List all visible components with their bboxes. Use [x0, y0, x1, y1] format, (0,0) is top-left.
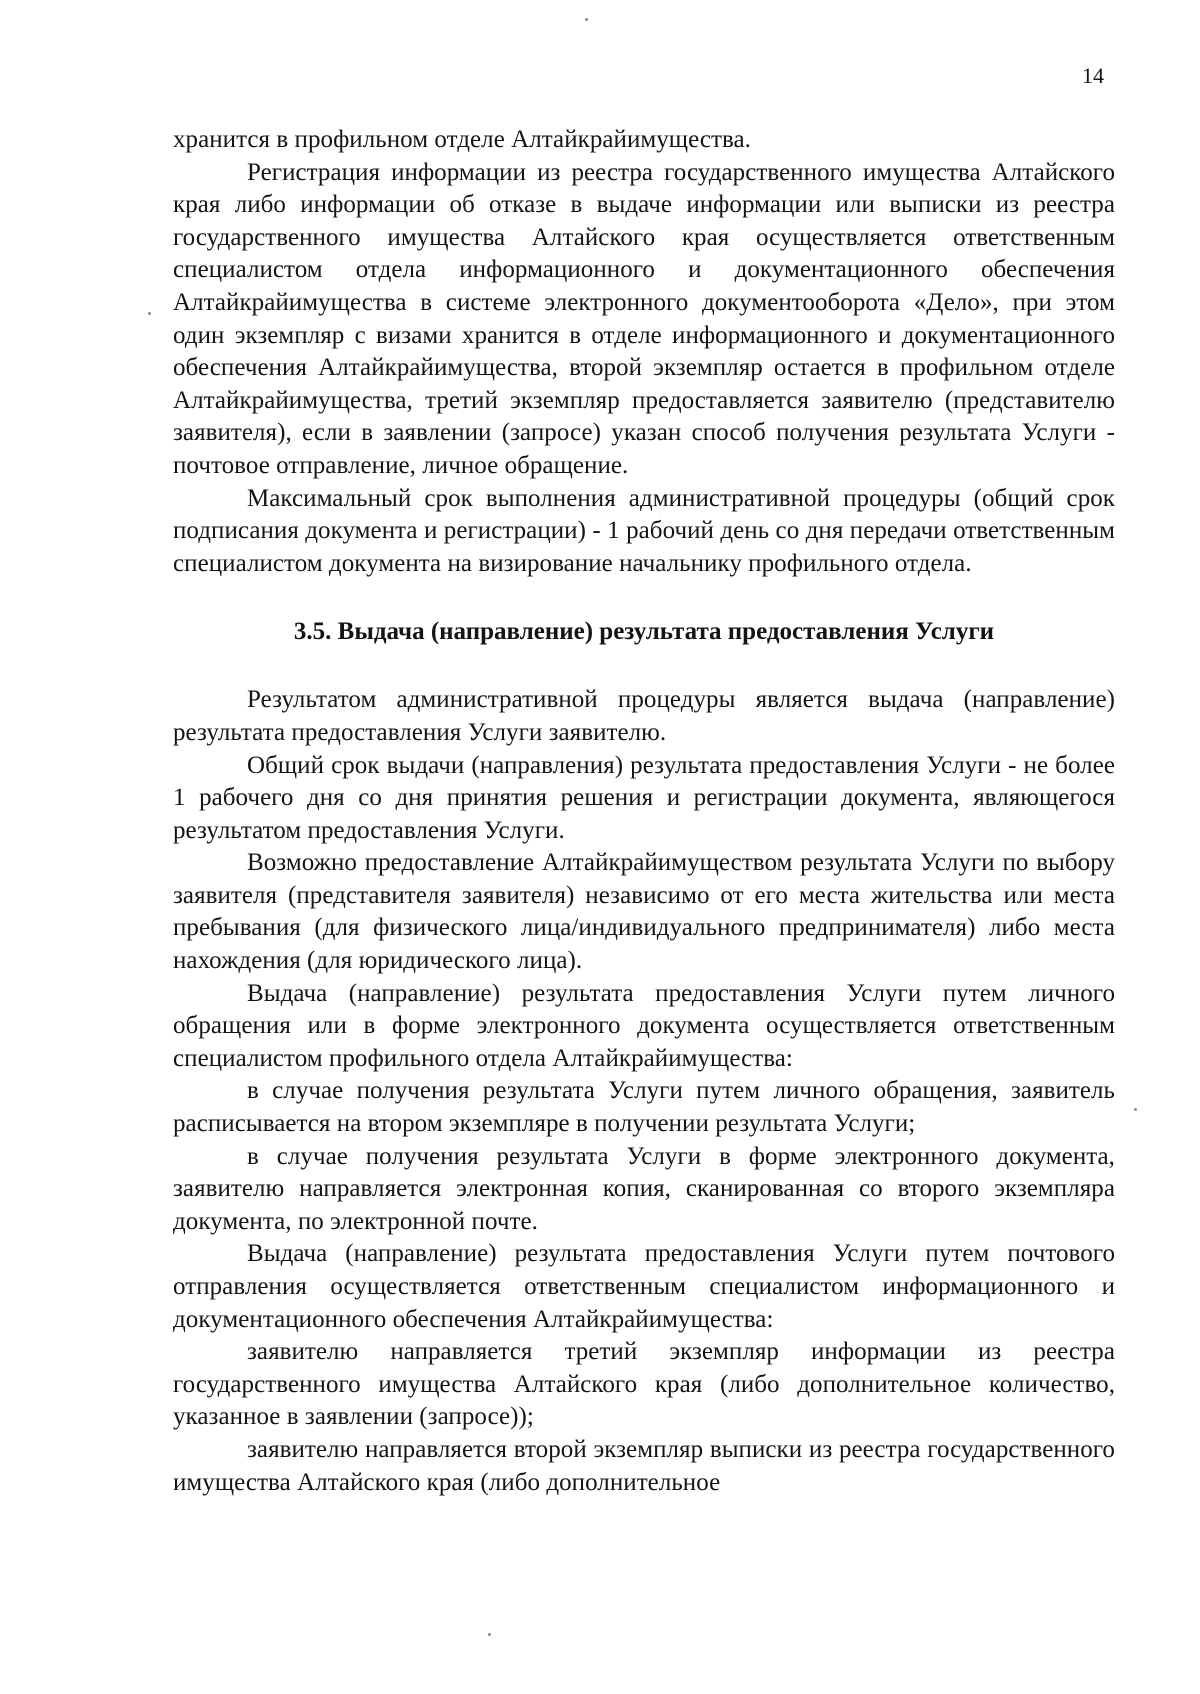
scan-speck — [488, 1633, 491, 1636]
paragraph-term: Общий срок выдачи (направления) результата предоставления Услуги - не более 1 рабочего дня со дня принятия решения и регистрации документа, являющегося результатом предоставления Услуги. — [173, 751, 1115, 844]
paragraph-registration: Регистрация информации из реестра государственного имущества Алтайского края либо информации об отказе в выдаче информации или выписки из реестра государственного имущества Алтайского края осуществляется ответственным специалистом отдела информационного и документационного обеспечения Алтайкрайимущества в системе электронного документооборота «Дело», при этом один экземпляр с визами хранится в отделе информационного и документационного обеспечения Алтайкрайимущества, второй экземпляр остается в профильном отделе Алтайкрайимущества, третий экземпляр предоставляется заявителю (представителю заявителя), если в заявлении (запросе) указан способ получения результата Услуги - почтовое отправление, личное обращение. — [173, 158, 1115, 479]
section-heading: 3.5. Выдача (направление) результата предоставления Услуги — [293, 618, 995, 646]
paragraph-continuation: хранится в профильном отделе Алтайкрайимущества. — [173, 126, 751, 153]
paragraph-personal-electronic: Выдача (направление) результата предоставления Услуги путем личного обращения или в форме электронного документа осуществляется ответственным специалистом профильного отдела Алтайкрайимущества: — [173, 979, 1115, 1072]
document-body — [173, 124, 1115, 1499]
paragraph-max-term: Максимальный срок выполнения административной процедуры (общий срок подписания документа и регистрации) - 1 рабочий день со дня передачи ответственным специалистом документа на визирование начальнику профильного отдела. — [173, 484, 1115, 577]
scan-speck — [1134, 1108, 1137, 1111]
paragraph-postal-second-copy: заявителю направляется второй экземпляр выписки из реестра государственного имущества Алтайского края (либо дополнительное — [173, 1435, 1115, 1496]
scan-speck — [585, 18, 588, 21]
paragraph-result: Результатом административной процедуры является выдача (направление) результата предоставления Услуги заявителю. — [173, 686, 1115, 746]
paragraph-choice: Возможно предоставление Алтайкрайимуществом результата Услуги по выбору заявителя (представителя заявителя) независимо от его места жительства или места пребывания (для физического лица/индивидуального предпринимателя) либо места нахождения (для юридического лица). — [173, 849, 1115, 975]
scan-speck — [148, 312, 151, 315]
paragraph-postal-third-copy: заявителю направляется третий экземпляр информации из реестра государственного имущества Алтайского края (либо дополнительное количество, указанное в заявлении (запросе)); — [173, 1338, 1115, 1431]
paragraph-personal-case: в случае получения результата Услуги путем личного обращения, заявитель расписывается на втором экземпляре в получении результата Услуги; — [173, 1077, 1115, 1138]
paragraph-postal: Выдача (направление) результата предоставления Услуги путем почтового отправления осуществляется ответственным специалистом информационного и документационного обеспечения Алтайкрайимущества: — [173, 1240, 1115, 1333]
paragraph-electronic-case: в случае получения результата Услуги в форме электронного документа, заявителю направляется электронная копия, сканированная со второго экземпляра документа, по электронной почте. — [173, 1142, 1115, 1235]
page-number: 14 — [1082, 63, 1104, 88]
